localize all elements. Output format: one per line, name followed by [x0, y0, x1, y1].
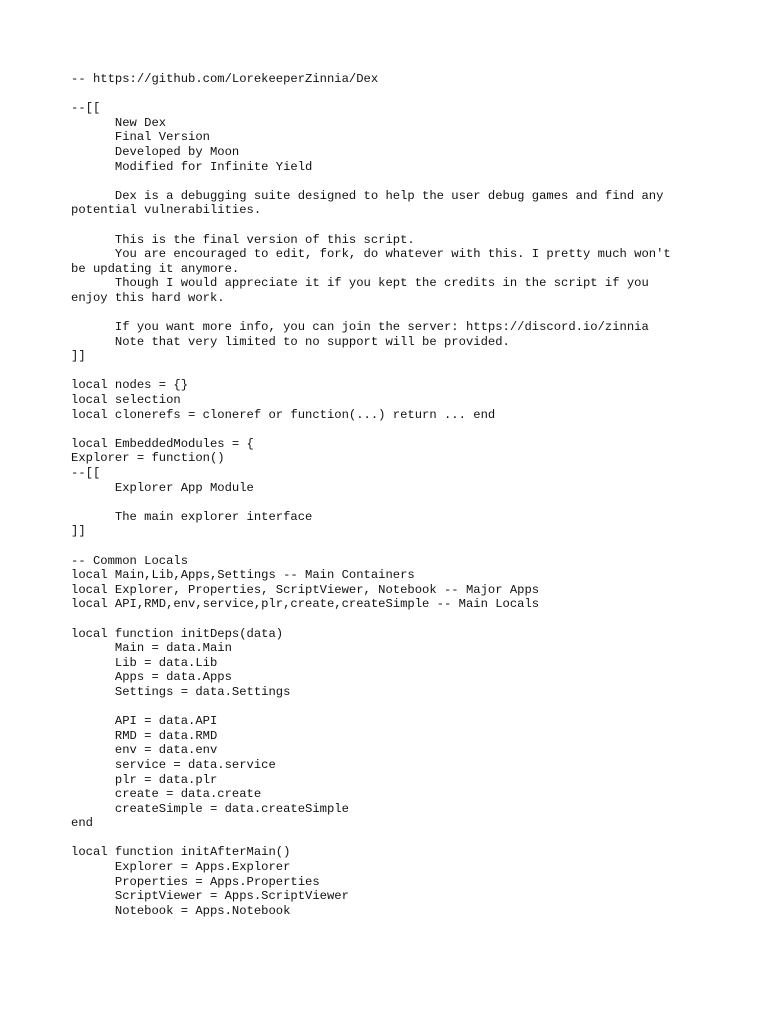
code-line: --[[	[71, 101, 101, 116]
code-line: If you want more info, you can join the server: https://discord.io/zinnia	[71, 320, 649, 335]
code-line: local selection	[71, 393, 181, 408]
code-line: Developed by Moon	[71, 144, 240, 159]
code-line: ]]	[71, 524, 86, 539]
code-line: end	[71, 816, 93, 831]
code-line: local function initDeps(data)	[71, 626, 284, 641]
code-line: The main explorer interface	[71, 509, 313, 524]
code-line: ScriptViewer = Apps.ScriptViewer	[71, 889, 349, 904]
code-line: API = data.API	[71, 714, 218, 729]
code-line: ]]	[71, 349, 86, 364]
code-line	[71, 87, 711, 102]
code-line: Lib = data.Lib	[71, 655, 218, 670]
code-line: local nodes = {}	[71, 378, 189, 393]
code-line: local API,RMD,env,service,plr,create,createSimple -- Main Locals	[71, 597, 540, 612]
code-line: This is the final version of this script.	[71, 232, 415, 247]
code-line: potential vulnerabilities.	[71, 203, 262, 218]
code-line: plr = data.plr	[71, 772, 218, 787]
code-line	[71, 700, 711, 715]
code-line: -- Common Locals	[71, 553, 189, 568]
code-line	[71, 539, 711, 554]
code-line	[71, 364, 711, 379]
code-line: --[[	[71, 466, 101, 481]
code-line: enjoy this hard work.	[71, 290, 225, 305]
code-line	[71, 218, 711, 233]
code-line: create = data.create	[71, 787, 262, 802]
code-line: local Explorer, Properties, ScriptViewer, Notebook -- Major Apps	[71, 582, 540, 597]
code-line	[71, 422, 711, 437]
code-line: Final Version	[71, 130, 210, 145]
code-line	[71, 495, 711, 510]
code-line	[71, 831, 711, 846]
code-line: local function initAfterMain()	[71, 845, 291, 860]
code-document	[71, 72, 711, 918]
code-line: Main = data.Main	[71, 641, 232, 656]
code-line: Note that very limited to no support will be provided.	[71, 334, 510, 349]
code-line: local Main,Lib,Apps,Settings -- Main Containers	[71, 568, 415, 583]
code-line: RMD = data.RMD	[71, 728, 218, 743]
code-line: New Dex	[71, 115, 167, 130]
code-line	[71, 306, 711, 321]
code-line: Apps = data.Apps	[71, 670, 232, 685]
code-line: Explorer App Module	[71, 480, 254, 495]
code-line: be updating it anymore.	[71, 261, 240, 276]
code-line: service = data.service	[71, 757, 276, 772]
code-line: local EmbeddedModules = {	[71, 436, 254, 451]
code-line: Settings = data.Settings	[71, 684, 291, 699]
code-line: Though I would appreciate it if you kept the credits in the script if you	[71, 276, 649, 291]
code-line: Modified for Infinite Yield	[71, 159, 313, 174]
code-line: Explorer = Apps.Explorer	[71, 860, 291, 875]
code-line: env = data.env	[71, 743, 218, 758]
code-line: local clonerefs = cloneref or function(...) return ... end	[71, 407, 496, 422]
code-line	[71, 174, 711, 189]
code-line: createSimple = data.createSimple	[71, 801, 349, 816]
code-line: You are encouraged to edit, fork, do whatever with this. I pretty much won't	[71, 247, 671, 262]
code-line: Properties = Apps.Properties	[71, 874, 320, 889]
code-line: -- https://github.com/LorekeeperZinnia/Dex	[71, 72, 379, 86]
code-line: Explorer = function()	[71, 451, 225, 466]
code-line	[71, 612, 711, 627]
code-line: Notebook = Apps.Notebook	[71, 903, 291, 918]
code-line: Dex is a debugging suite designed to help the user debug games and find any	[71, 188, 664, 203]
